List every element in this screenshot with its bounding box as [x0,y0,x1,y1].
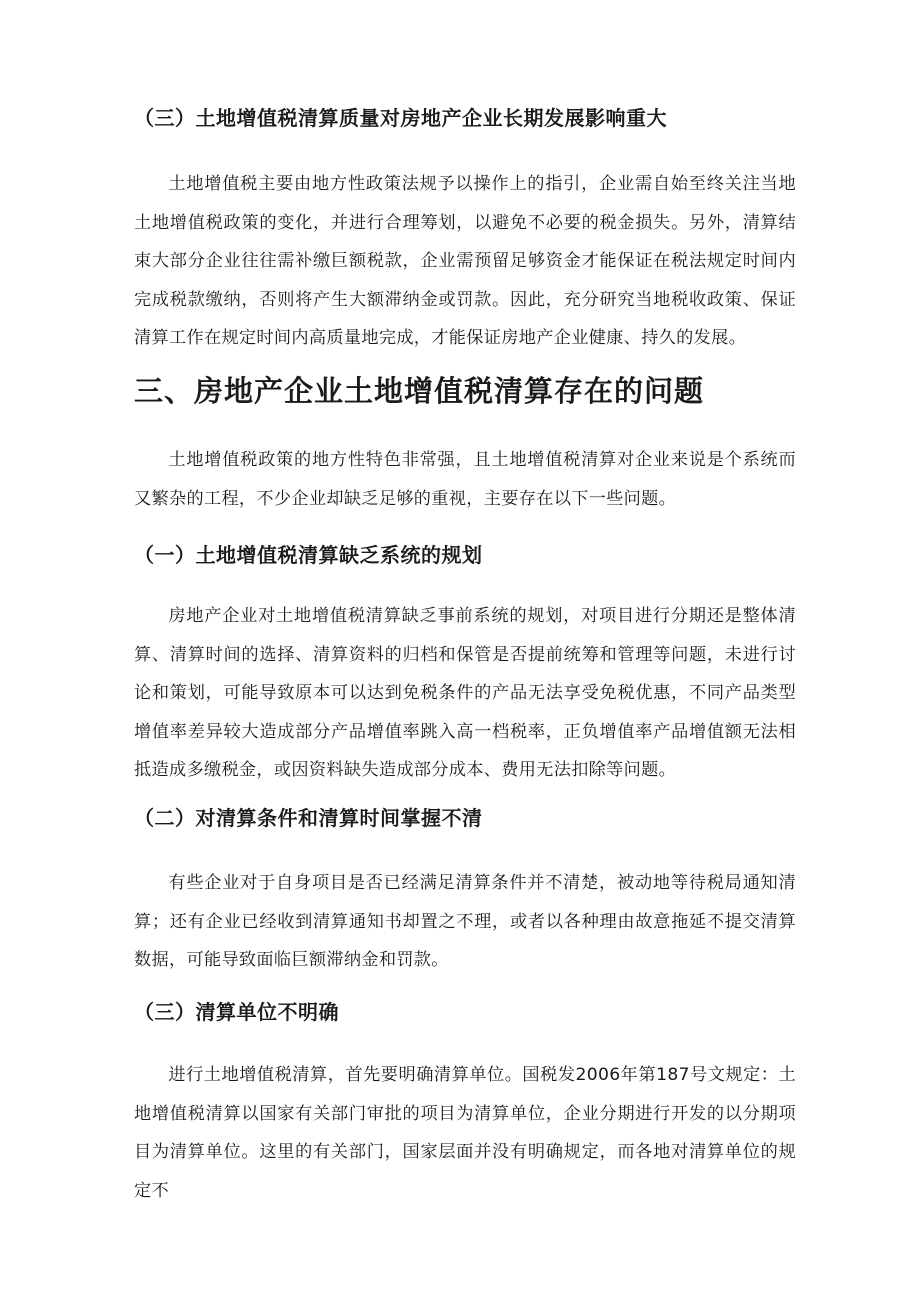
paragraph-clearing-unit: 进行土地增值税清算，首先要明确清算单位。国税发2006年第187号文规定：土地增值税清算以国家有关部门审批的项目为清算单位，企业分期进行开发的以分期项目为清算单位。这里的有关部门，国家层面并没有明确规定，而各地对清算单位的规定不 [134,1065,796,1201]
section-heading-3: 三、房地产企业土地增值税清算存在的问题 [134,374,705,408]
paragraph-clearing-conditions: 有些企业对于自身项目是否已经满足清算条件并不清楚，被动地等待税局通知清算；还有企业已经收到清算通知书却置之不理，或者以各种理由故意拖延不提交清算数据，可能导致面临巨额滞纳金和罚款。 [134,873,796,971]
subsection-heading-4-2: （二）对清算条件和清算时间掌握不清 [134,806,483,830]
subsection-heading-4-3: （三）清算单位不明确 [134,1000,339,1024]
paragraph-section-3-intro: 土地增值税政策的地方性特色非常强，且土地增值税清算对企业来说是个系统而又繁杂的工程，不少企业却缺乏足够的重视，主要存在以下一些问题。 [134,450,796,509]
subsection-heading-3-3: （三）土地增值税清算质量对房地产企业长期发展影响重大 [134,106,667,130]
subsection-heading-4-1: （一）土地增值税清算缺乏系统的规划 [134,543,483,567]
paragraph-lack-of-planning: 房地产企业对土地增值税清算缺乏事前系统的规划，对项目进行分期还是整体清算、清算时间的选择、清算资料的归档和保管是否提前统筹和管理等问题，未进行讨论和策划，可能导致原本可以达到免税条件的产品无法享受免税优惠，不同产品类型增值率差异较大造成部分产品增值率跳入高一档税率，正负增值率产品增值额无法相抵造成多缴税金，或因资料缺失造成部分成本、费用无法扣除等问题。 [134,606,796,781]
paragraph-land-tax-policy-guidance: 土地增值税主要由地方性政策法规予以操作上的指引，企业需自始至终关注当地土地增值税政策的变化，并进行合理筹划，以避免不必要的税金损失。另外，清算结束大部分企业往往需补缴巨额税款，企业需预留足够资金才能保证在税法规定时间内完成税款缴纳，否则将产生大额滞纳金或罚款。因此，充分研究当地税收政策、保证清算工作在规定时间内高质量地完成，才能保证房地产企业健康、持久的发展。 [134,174,796,349]
